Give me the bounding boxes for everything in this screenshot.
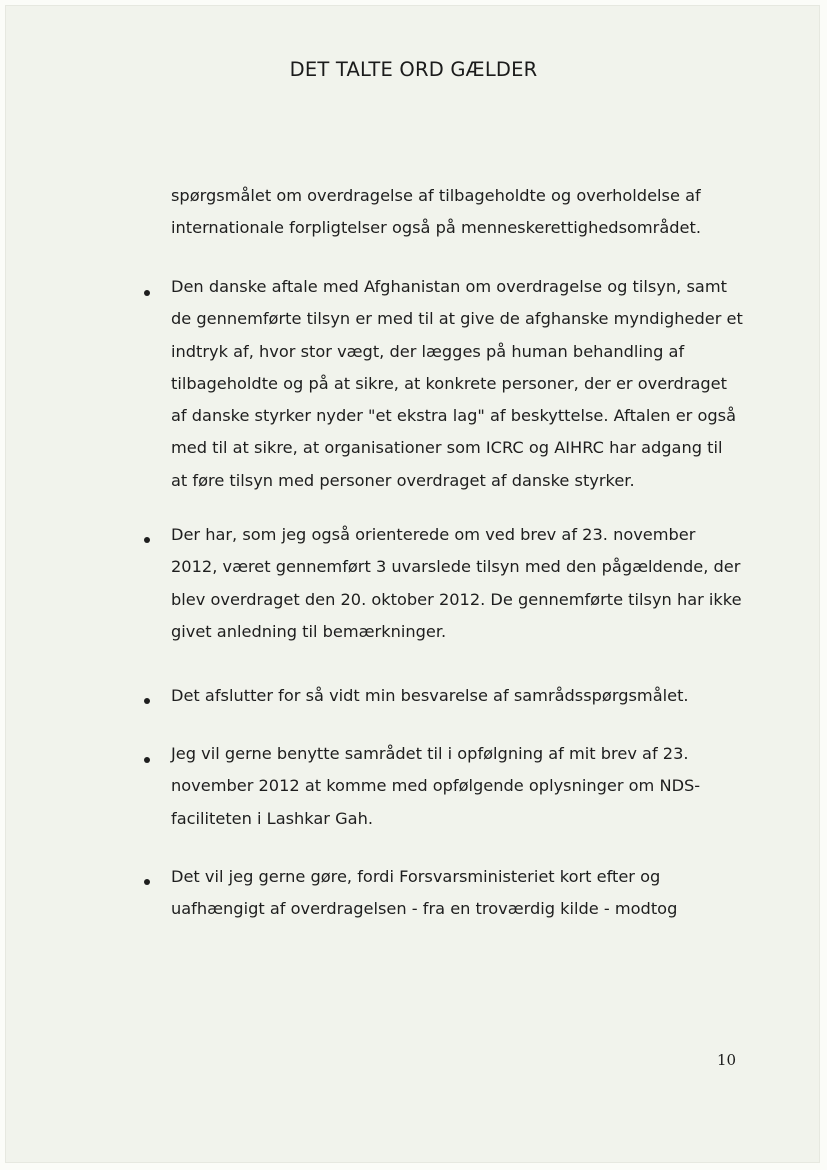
bullet-paragraph-2: [171, 519, 751, 648]
text-line: Der har, som jeg også orienterede om ved brev af 23. november: [171, 525, 696, 544]
bullet-point: [144, 290, 150, 296]
text-line: Det afslutter for så vidt min besvarelse af samrådsspørgsmålet.: [171, 686, 689, 705]
text-line: november 2012 at komme med opfølgende oplysninger om NDS-: [171, 776, 701, 796]
text-line: blev overdraget den 20. oktober 2012. De gennemførte tilsyn har ikke: [171, 589, 742, 609]
text-line: faciliteten i Lashkar Gah.: [171, 808, 373, 828]
bullet-paragraph-4: [171, 738, 751, 835]
bullet-paragraph-5: [171, 861, 751, 926]
text-line: indtryk af, hvor stor vægt, der lægges på human behandling af: [171, 341, 685, 361]
text-line: at føre tilsyn med personer overdraget af danske styrker.: [171, 470, 635, 490]
text-line: de gennemførte tilsyn er med til at give de afghanske myndigheder et: [171, 309, 743, 329]
text-line: internationale forpligtelser også på menneskerettighedsområdet.: [171, 218, 701, 238]
bullet-paragraph-1: [171, 271, 751, 497]
intro-paragraph: [171, 180, 751, 245]
bullet-paragraph-3: [171, 680, 751, 712]
bullet-point: [144, 879, 150, 885]
bullet-point: [144, 757, 150, 763]
page-header: DET TALTE ORD GÆLDER: [289, 58, 538, 81]
text-line: af danske styrker nyder "et ekstra lag" af beskyttelse. Aftalen er også: [171, 406, 736, 426]
bullet-point: [144, 698, 150, 704]
text-line: Det vil jeg gerne gøre, fordi Forsvarsministeriet kort efter og: [171, 867, 661, 886]
text-line: givet anledning til bemærkninger.: [171, 621, 447, 641]
text-line: spørgsmålet om overdragelse af tilbageholdte og overholdelse af: [171, 186, 701, 205]
bullet-point: [144, 537, 150, 543]
text-line: med til at sikre, at organisationer som ICRC og AIHRC har adgang til: [171, 438, 723, 458]
text-line: 2012, været gennemført 3 uvarslede tilsyn med den pågældende, der: [171, 557, 741, 577]
text-line: Den danske aftale med Afghanistan om overdragelse og tilsyn, samt: [171, 277, 727, 296]
text-line: uafhængigt af overdragelsen - fra en troværdig kilde - modtog: [171, 899, 678, 919]
text-line: Jeg vil gerne benytte samrådet til i opfølgning af mit brev af 23.: [171, 744, 689, 763]
text-line: tilbageholdte og på at sikre, at konkrete personer, der er overdraget: [171, 373, 727, 393]
page-number: 10: [717, 1051, 737, 1069]
